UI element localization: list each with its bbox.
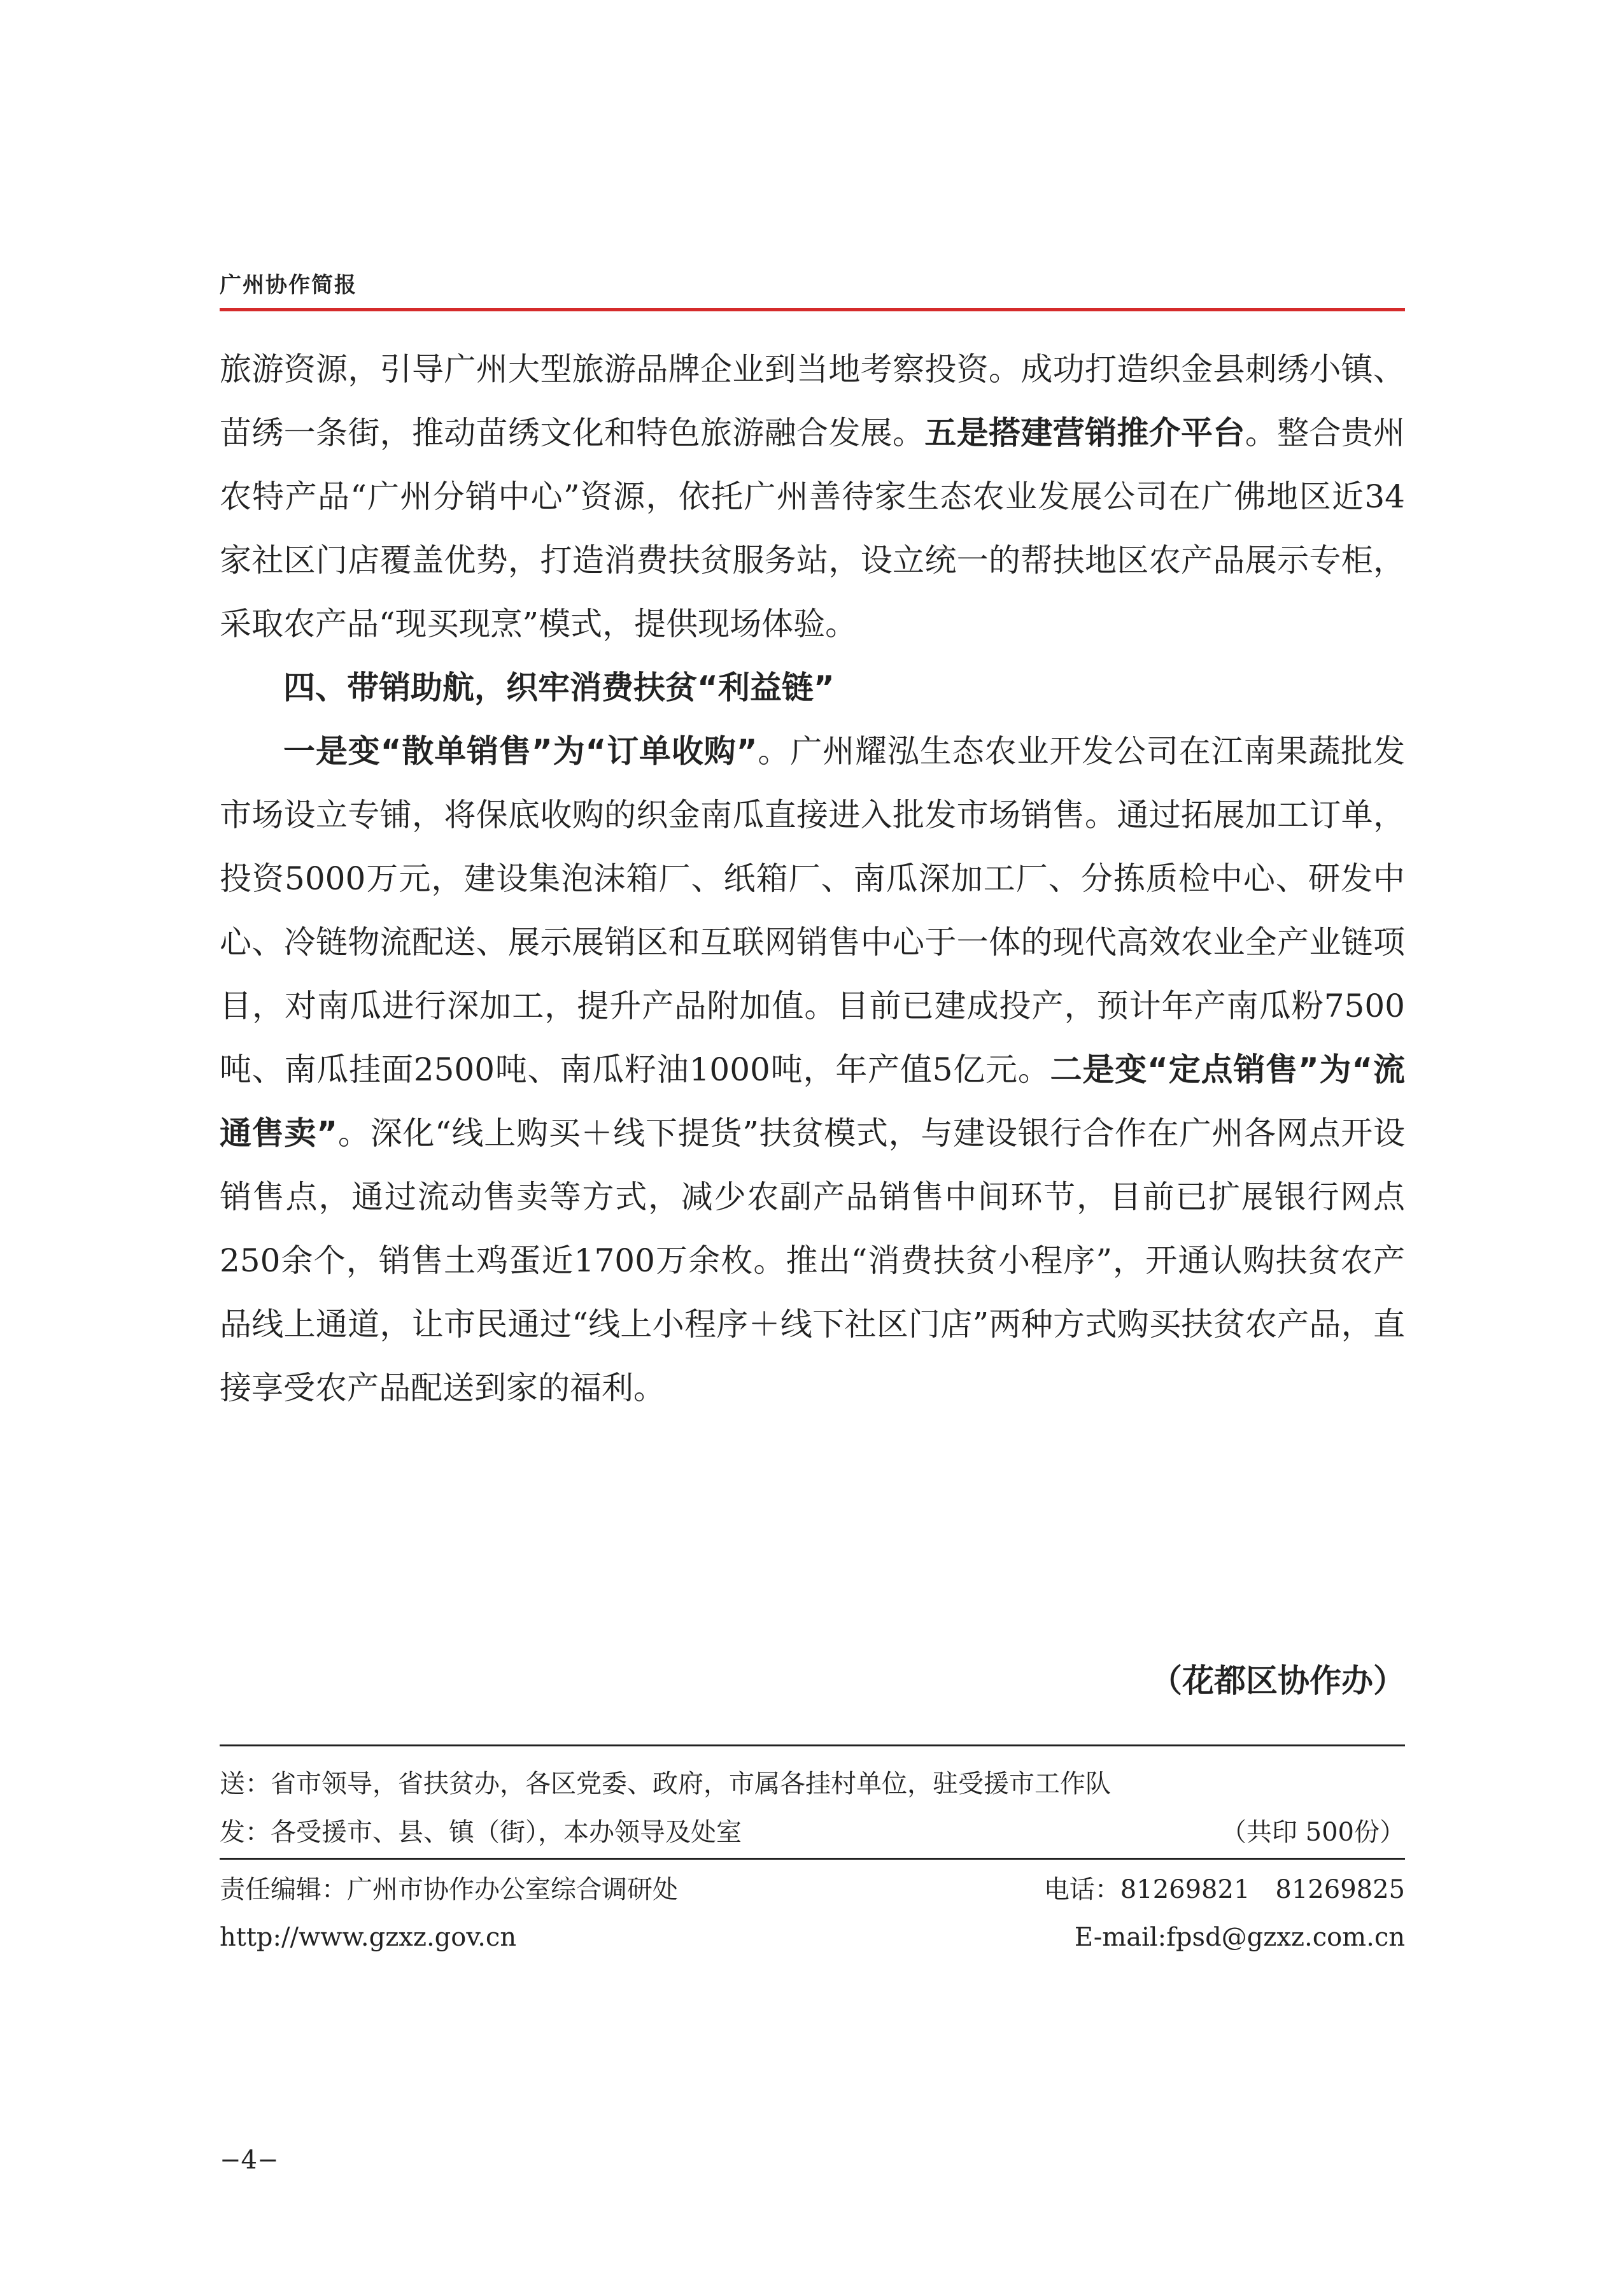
header-rule [220, 308, 1405, 311]
footer-distribute-to: 发：各受援市、县、镇（街），本办领导及处室 [220, 1818, 742, 1847]
section-heading: 四、带销助航，织牢消费扶贫“利益链” [283, 669, 835, 706]
paragraph-1-text-a: 旅游资源，引导广州大型旅游品牌企业到当地考察投资。成功打造织金县刺绣小镇、苗绣一条街，推动苗绣文化和特色旅游融合发展。 [220, 351, 1405, 451]
footer-rule-middle [220, 1858, 1405, 1860]
footer-website[interactable]: http://www.gzxz.gov.cn [220, 1923, 517, 1952]
paragraph-2-text-b: 。广州耀泓生态农业开发公司在江南果蔬批发市场设立专铺，将保底收购的织金南瓜直接进入批发市场销售。通过拓展加工订单，投资5000万元，建设集泡沫箱厂、纸箱厂、南瓜深加工厂、分拣质检中心、研发中心、冷链物流配送、展示展销区和互联网销售中心于一体的现代高效农业全产业链项目，对南瓜进行深加工，提升产品附加值。目前已建成投产，预计年产南瓜粉7500吨、南瓜挂面2500吨、南瓜籽油1000吨，年产值5亿元。 [220, 733, 1406, 1088]
footer-rule-top [220, 1744, 1405, 1746]
footer-email[interactable]: E-mail:fpsd@gzxz.com.cn [1074, 1923, 1405, 1952]
article-body [220, 337, 1405, 1420]
footer-send-line [220, 1764, 1405, 1800]
paragraph-2-text-d: 。深化“线上购买＋线下提货”扶贫模式，与建设银行合作在广州各网点开设销售点，通过流动售卖等方式，减少农副产品销售中间环节，目前已扩展银行网点250余个，销售土鸡蛋近1700万余枚。推出“消费扶贫小程序”，开通认购扶贫农产品线上通道，让市民通过“线上小程序＋线下社区门店”两种方式购买扶贫农产品，直接享受农产品配送到家的福利。 [220, 1115, 1405, 1406]
footer-editor-line [220, 1869, 1405, 1906]
paragraph-2 [220, 719, 1405, 1420]
footer-send-to: 送：省市领导，省扶贫办，各区党委、政府，市属各挂村单位，驻受援市工作队 [220, 1769, 1111, 1799]
footer-phone: 电话：81269821 81269825 [1043, 1875, 1405, 1904]
footer-editor: 责任编辑：广州市协作办公室综合调研处 [220, 1875, 678, 1904]
paragraph-2-bold-a: 一是变“散单销售”为“订单收购” [283, 733, 758, 770]
footer-copies: （共印 500份） [1220, 1818, 1405, 1847]
footer-web-line [220, 1923, 1405, 1952]
paragraph-1-bold: 五是搭建营销推介平台 [924, 414, 1245, 451]
footer-distribute-line [220, 1812, 1405, 1848]
paragraph-2-bold-c: 二是变“定点销售”为“流通售卖” [220, 1051, 1405, 1152]
signature: （花都区协作办） [1150, 1662, 1405, 1699]
header-title: 广州协作简报 [220, 272, 357, 298]
paragraph-1-text-c: 。整合贵州农特产品“广州分销中心”资源，依托广州善待家生态农业发展公司在广佛地区近34家社区门店覆盖优势，打造消费扶贫服务站，设立统一的帮扶地区农产品展示专柜，采取农产品“现买现烹”模式，提供现场体验。 [220, 414, 1406, 642]
paragraph-1 [220, 337, 1405, 656]
page-number: −4− [220, 2146, 279, 2175]
